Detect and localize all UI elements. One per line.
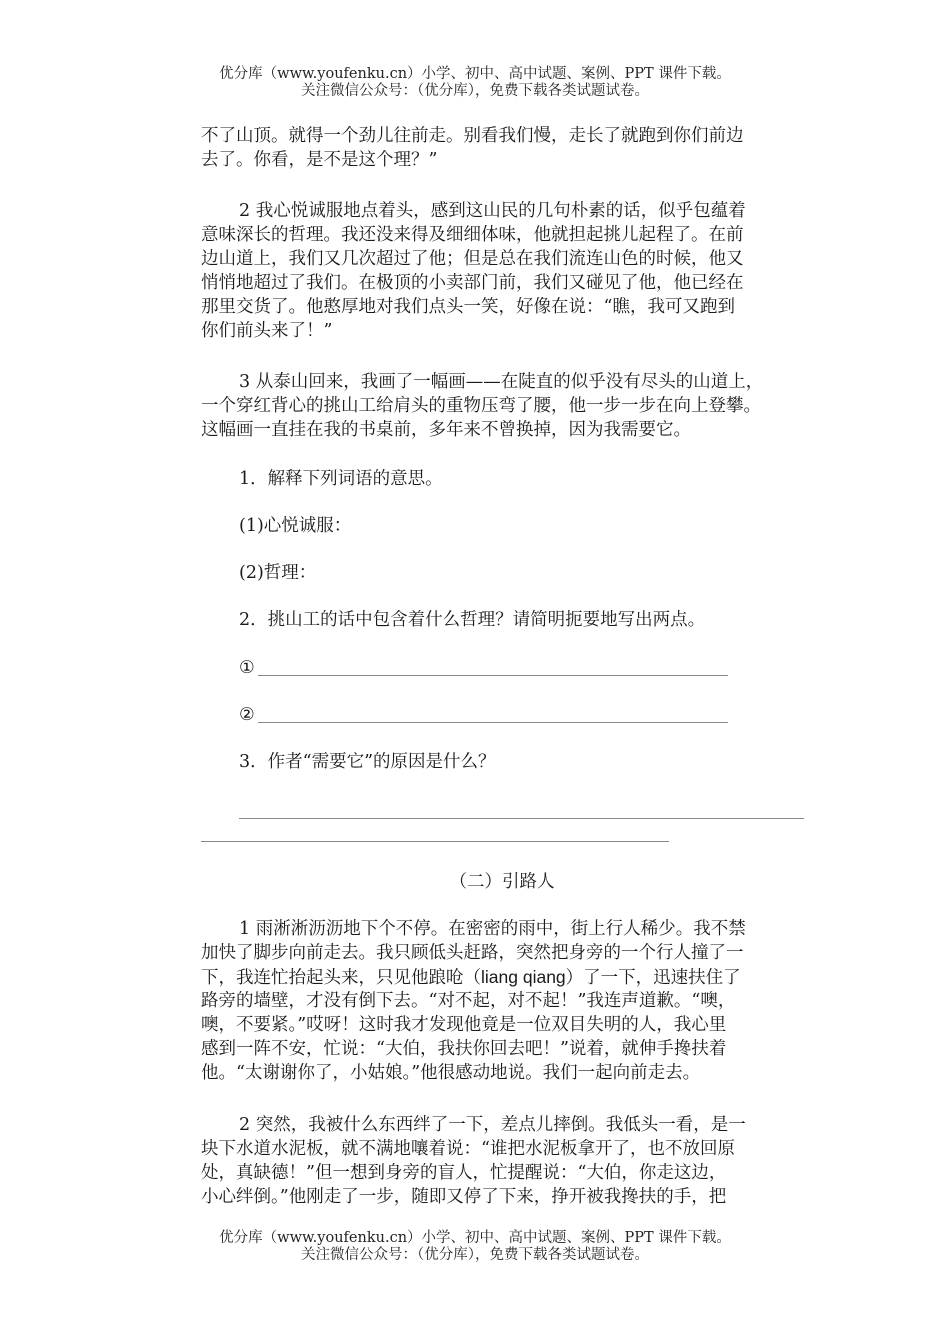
text-line: 处，真缺德！”但一想到身旁的盲人，忙提醒说：“大伯，你走这边， (201, 1163, 727, 1183)
footer-line-2: 关注微信公众号：（优分库），免费下载各类试题试卷。 (301, 1247, 649, 1263)
answer-marker-2: ② (239, 705, 255, 725)
text-line: 路旁的墙壁，才没有倒下去。“对不起，对不起！”我连声道歉。“噢， (201, 991, 736, 1011)
question-1-item-2: (2)哲理： (239, 563, 317, 583)
header-line-2: 关注微信公众号：（优分库），免费下载各类试题试卷。 (301, 83, 649, 99)
question-3: 3．作者“需要它”的原因是什么？ (239, 752, 496, 772)
passage1-paragraph-3 (201, 370, 811, 442)
text-line: 这幅画一直挂在我的书桌前，多年来不曾换掉，因为我需要它。 (201, 420, 691, 440)
page-footer (0, 1230, 950, 1264)
text-line: 他。“太谢谢你了，小姑娘。”他很感动地说。我们一起向前走去。 (201, 1063, 701, 1083)
text-line-with-pinyin (201, 965, 811, 989)
text-line: 加快了脚步向前走去。我只顾低头赶路，突然把身旁的一个行人撞了一 (201, 943, 744, 963)
text-line: 你们前头来了！” (201, 321, 333, 341)
text-line: 去了。你看，是不是这个理？” (201, 150, 438, 170)
answer-line-3b[interactable] (201, 841, 669, 842)
header-line-1: 优分库（www.youfenku.cn）小学、初中、高中试题、案例、PPT 课件下载。 (219, 66, 731, 82)
passage2-paragraph-2 (201, 1113, 811, 1209)
question-1-item-1: (1)心悦诚服： (239, 516, 352, 536)
text-line: 边山道上，我们又几次超过了他；但是总在我们流连山色的时候，他又 (201, 249, 744, 269)
answer-line-2[interactable] (258, 722, 728, 723)
passage1-continued (201, 124, 811, 172)
text-line: 悄悄地超过了我们。在极顶的小卖部门前，我们又碰见了他，他已经在 (201, 273, 744, 293)
text-line: 1 雨淅淅沥沥地下个不停。在密密的雨中，街上行人稀少。我不禁 (239, 919, 746, 939)
answer-marker-1: ① (239, 658, 255, 678)
answer-line-3a[interactable] (239, 818, 804, 819)
text-line: 3 从泰山回来，我画了一幅画——在陡直的似乎没有尽头的山道上， (239, 372, 764, 392)
text-line: 意味深长的哲理。我还没来得及细细体味，他就担起挑儿起程了。在前 (201, 225, 744, 245)
question-2: 2．挑山工的话中包含着什么哲理？请简明扼要地写出两点。 (239, 610, 706, 630)
passage2-paragraph-1 (201, 917, 811, 1085)
text-line: 2 我心悦诚服地点着头，感到这山民的几句朴素的话，似乎包蕴着 (239, 201, 746, 221)
text-line: 噢，不要紧。”哎呀！这时我才发现他竟是一位双目失明的人，我心里 (201, 1015, 727, 1035)
text-line: 小心绊倒。”他刚走了一步，随即又停了下来，挣开被我搀扶的手，把 (201, 1187, 727, 1207)
text-line: 那里交货了。他憨厚地对我们点头一笑，好像在说：“瞧，我可又跑到 (201, 297, 735, 317)
text-line: 不了山顶。就得一个劲儿往前走。别看我们慢，走长了就跑到你们前边 (201, 126, 744, 146)
text-line: 2 突然，我被什么东西绊了一下，差点儿摔倒。我低头一看，是一 (239, 1115, 746, 1135)
text-segment: ）了一下，迅速扶住了 (565, 968, 741, 988)
text-line: 块下水道水泥板，就不满地嚷着说：“谁把水泥板拿开了，也不放回原 (201, 1139, 735, 1159)
pinyin-annotation: liang qiang (481, 967, 566, 987)
answer-line-1[interactable] (258, 675, 728, 676)
question-1: 1．解释下列词语的意思。 (239, 469, 443, 489)
footer-line-1: 优分库（www.youfenku.cn）小学、初中、高中试题、案例、PPT 课件下载。 (219, 1230, 731, 1246)
page-header (0, 66, 950, 100)
text-line: 一个穿红背心的挑山工给肩头的重物压弯了腰，他一步一步在向上登攀。 (201, 396, 761, 416)
passage1-paragraph-2 (201, 199, 811, 343)
text-segment: 下，我连忙抬起头来，只见他踉呛（ (201, 968, 481, 988)
section-title: （二）引路人 (449, 872, 555, 892)
text-line: 感到一阵不安，忙说：“大伯，我扶你回去吧！”说着，就伸手搀扶着 (201, 1039, 727, 1059)
